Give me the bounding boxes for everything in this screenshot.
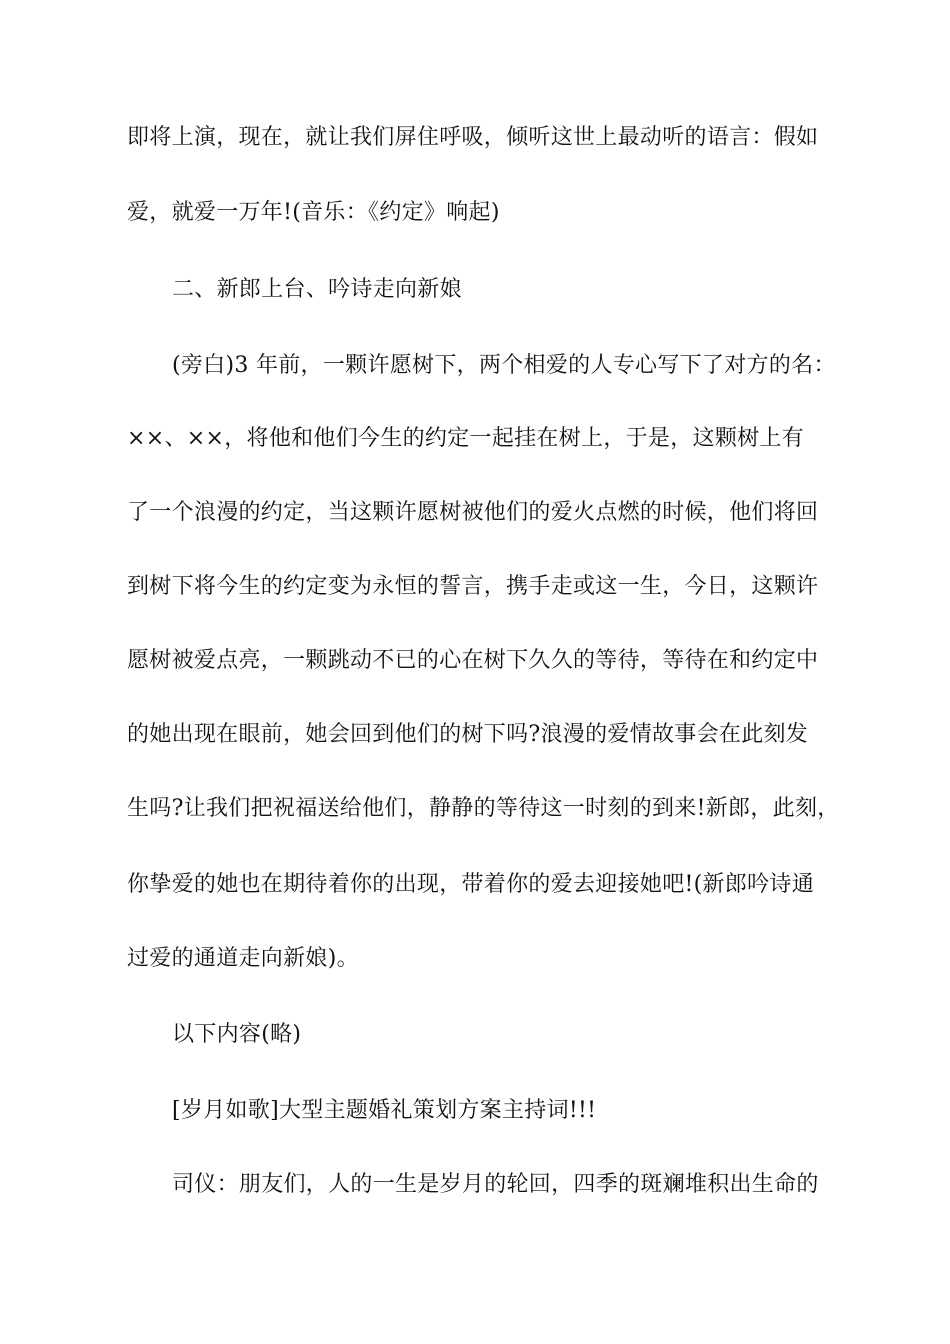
paragraph-line: 你挚爱的她也在期待着你的出现，带着你的爱去迎接她吧!(新郎吟诗通 xyxy=(127,872,815,897)
paragraph-line: 了一个浪漫的约定，当这颗许愿树被他们的爱火点燃的时候，他们将回 xyxy=(127,500,819,525)
paragraph-line: 司仪：朋友们，人的一生是岁月的轮回，四季的斑斓堆积出生命的 xyxy=(172,1172,819,1197)
section-heading: 二、新郎上台、吟诗走向新娘 xyxy=(172,277,462,302)
document-title: [岁月如歌]大型主题婚礼策划方案主持词!!! xyxy=(172,1098,597,1123)
paragraph-line: 即将上演，现在，就让我们屏住呼吸，倾听这世上最动听的语言：假如 xyxy=(127,125,819,150)
paragraph-line: 愿树被爱点亮，一颗跳动不已的心在树下久久的等待，等待在和约定中 xyxy=(127,648,819,673)
paragraph-line: 的她出现在眼前，她会回到他们的树下吗?浪漫的爱情故事会在此刻发 xyxy=(127,722,809,747)
paragraph-line: ××、××，将他和他们今生的约定一起挂在树上，于是，这颗树上有 xyxy=(127,426,805,451)
paragraph-line: 生吗?让我们把祝福送给他们，静静的等待这一时刻的到来!新郎，此刻， xyxy=(127,796,840,821)
paragraph-line: 过爱的通道走向新娘)。 xyxy=(127,946,359,971)
paragraph-line: 以下内容(略) xyxy=(172,1022,302,1047)
paragraph-line: (旁白)3 年前，一颗许愿树下，两个相爱的人专心写下了对方的名： xyxy=(172,353,836,378)
paragraph-line: 到树下将今生的约定变为永恒的誓言，携手走或这一生，今日，这颗许 xyxy=(127,574,819,599)
paragraph-line: 爱，就爱一万年!(音乐：《约定》响起) xyxy=(127,200,500,225)
